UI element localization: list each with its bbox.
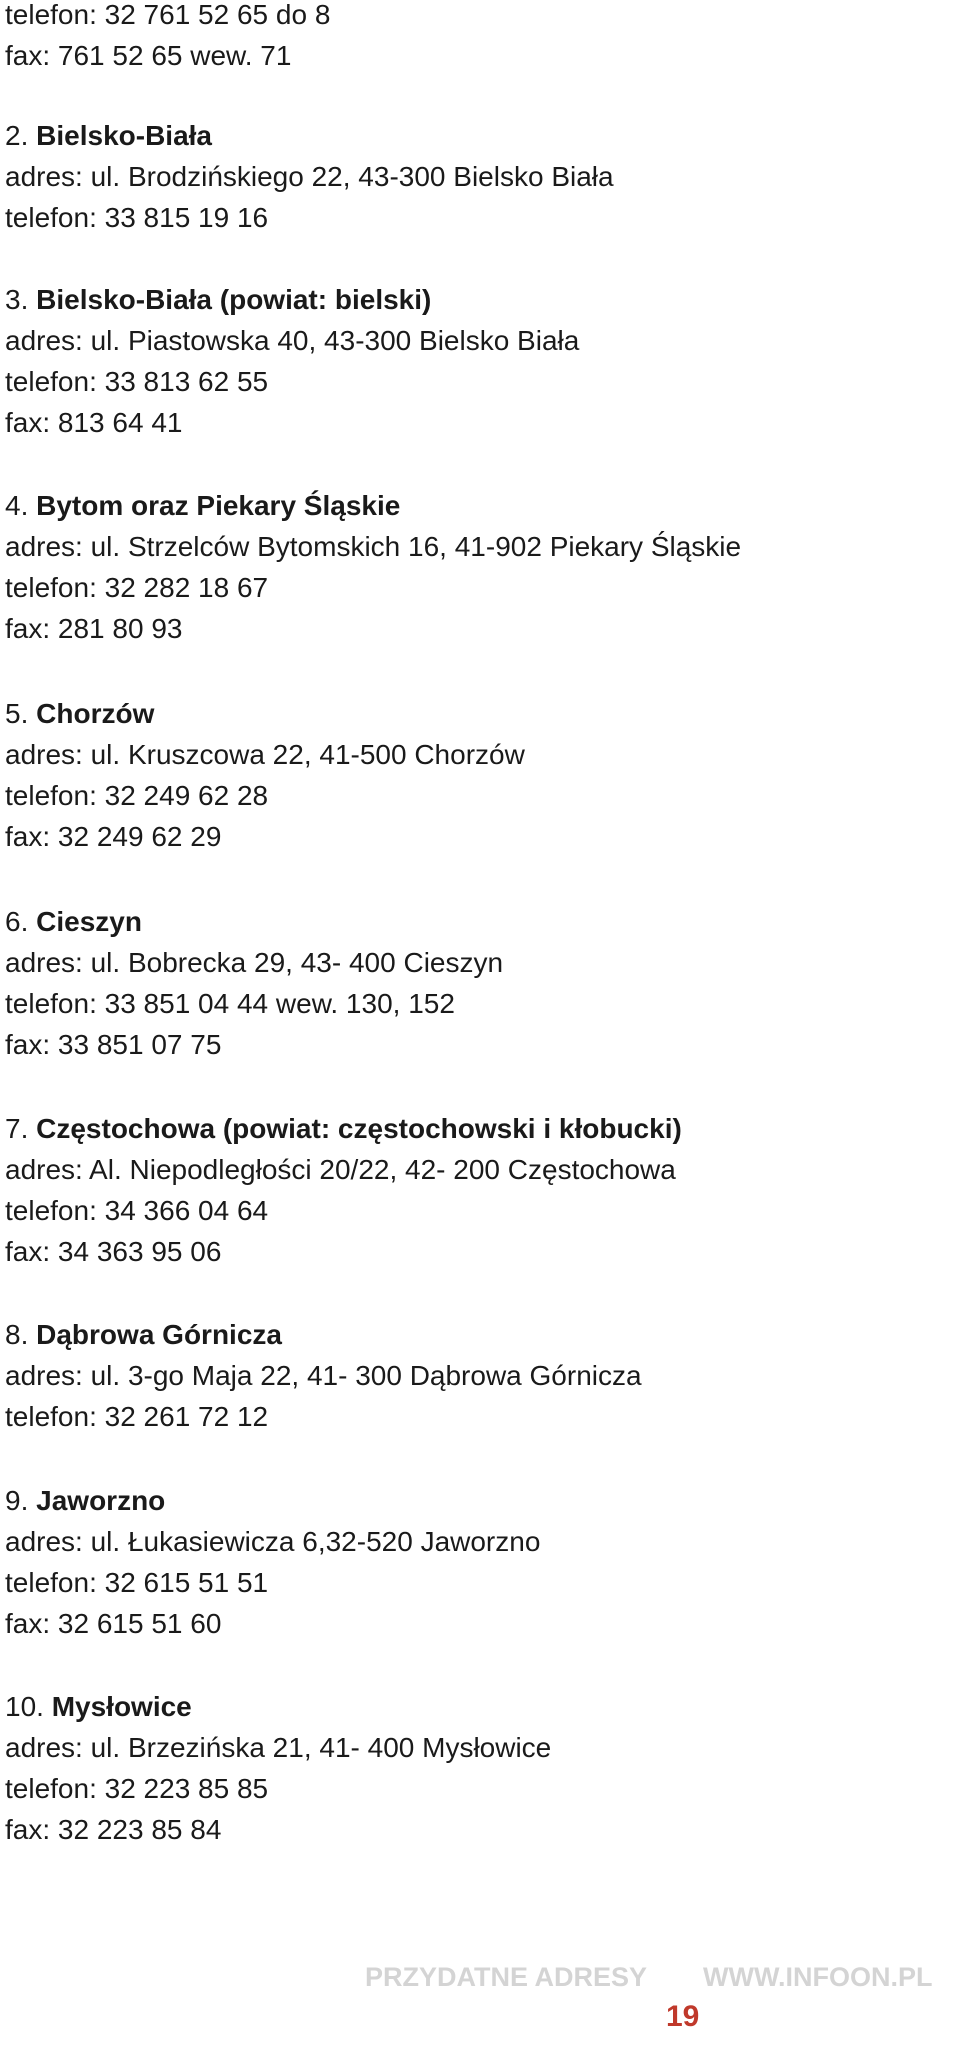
entry-6-number: 6.	[5, 906, 37, 937]
entry-9-heading	[5, 1484, 165, 1518]
entry-4-heading	[5, 489, 400, 523]
entry-7-number: 7.	[5, 1113, 37, 1144]
entry-10-name: Mysłowice	[51, 1691, 192, 1722]
entry-3-heading	[5, 283, 431, 317]
entry-8-number: 8.	[5, 1319, 37, 1350]
entry-2-heading	[5, 119, 212, 153]
entry-3-address: adres: ul. Piastowska 40, 43-300 Bielsko Biała	[5, 325, 580, 356]
entry-2-number: 2.	[5, 120, 37, 151]
page-number: 19	[666, 2000, 700, 2033]
entry-4-address: adres: ul. Strzelców Bytomskich 16, 41-902 Piekary Śląskie	[5, 531, 742, 562]
entry-4-number: 4.	[5, 490, 37, 521]
entry-5-heading	[5, 697, 154, 731]
entry-6-phone: telefon: 33 851 04 44 wew. 130, 152	[5, 988, 455, 1019]
entry-6-fax: fax: 33 851 07 75	[5, 1029, 222, 1060]
entry-9-phone: telefon: 32 615 51 51	[5, 1567, 269, 1598]
entry-3-name: Bielsko-Biała (powiat: bielski)	[36, 284, 432, 315]
entry-7-phone: telefon: 34 366 04 64	[5, 1195, 269, 1226]
entry-1-phone: telefon: 32 761 52 65 do 8	[5, 0, 331, 30]
entry-10-heading	[5, 1690, 192, 1724]
entry-9-fax: fax: 32 615 51 60	[5, 1608, 222, 1639]
entry-6-heading	[5, 905, 142, 939]
entry-5-name: Chorzów	[36, 698, 155, 729]
entry-4-fax: fax: 281 80 93	[5, 613, 183, 644]
entry-10-phone: telefon: 32 223 85 85	[5, 1773, 269, 1804]
entry-1-fax: fax: 761 52 65 wew. 71	[5, 40, 292, 71]
entry-6-address: adres: ul. Bobrecka 29, 43- 400 Cieszyn	[5, 947, 504, 978]
entry-7-fax: fax: 34 363 95 06	[5, 1236, 222, 1267]
entry-2-name: Bielsko-Biała	[36, 120, 212, 151]
footer-website: WWW.INFOON.PL	[703, 1962, 933, 1992]
entry-2-phone: telefon: 33 815 19 16	[5, 202, 269, 233]
entry-7-name: Częstochowa (powiat: częstochowski i kłobucki)	[36, 1113, 682, 1144]
entry-3-number: 3.	[5, 284, 37, 315]
entry-5-number: 5.	[5, 698, 37, 729]
entry-2-address: adres: ul. Brodzińskiego 22, 43-300 Bielsko Biała	[5, 161, 614, 192]
entry-8-address: adres: ul. 3-go Maja 22, 41- 300 Dąbrowa Górnicza	[5, 1360, 642, 1391]
entry-3-fax: fax: 813 64 41	[5, 407, 183, 438]
footer-section-label: PRZYDATNE ADRESY	[365, 1962, 648, 1992]
entry-10-address: adres: ul. Brzezińska 21, 41- 400 Mysłowice	[5, 1732, 552, 1763]
entry-9-address: adres: ul. Łukasiewicza 6,32-520 Jaworzno	[5, 1526, 541, 1557]
entry-8-heading	[5, 1318, 282, 1352]
entry-4-phone: telefon: 32 282 18 67	[5, 572, 269, 603]
entry-8-phone: telefon: 32 261 72 12	[5, 1401, 269, 1432]
entry-4-name: Bytom oraz Piekary Śląskie	[36, 490, 401, 521]
entry-3-phone: telefon: 33 813 62 55	[5, 366, 269, 397]
entry-9-name: Jaworzno	[36, 1485, 166, 1516]
entry-10-number: 10.	[5, 1691, 52, 1722]
entry-8-name: Dąbrowa Górnicza	[36, 1319, 282, 1350]
entry-9-number: 9.	[5, 1485, 37, 1516]
entry-5-fax: fax: 32 249 62 29	[5, 821, 222, 852]
entry-5-phone: telefon: 32 249 62 28	[5, 780, 269, 811]
entry-6-name: Cieszyn	[36, 906, 142, 937]
entry-5-address: adres: ul. Kruszcowa 22, 41-500 Chorzów	[5, 739, 525, 770]
entry-10-fax: fax: 32 223 85 84	[5, 1814, 222, 1845]
entry-7-address: adres: Al. Niepodległości 20/22, 42- 200 Częstochowa	[5, 1154, 676, 1185]
entry-7-heading	[5, 1112, 682, 1146]
